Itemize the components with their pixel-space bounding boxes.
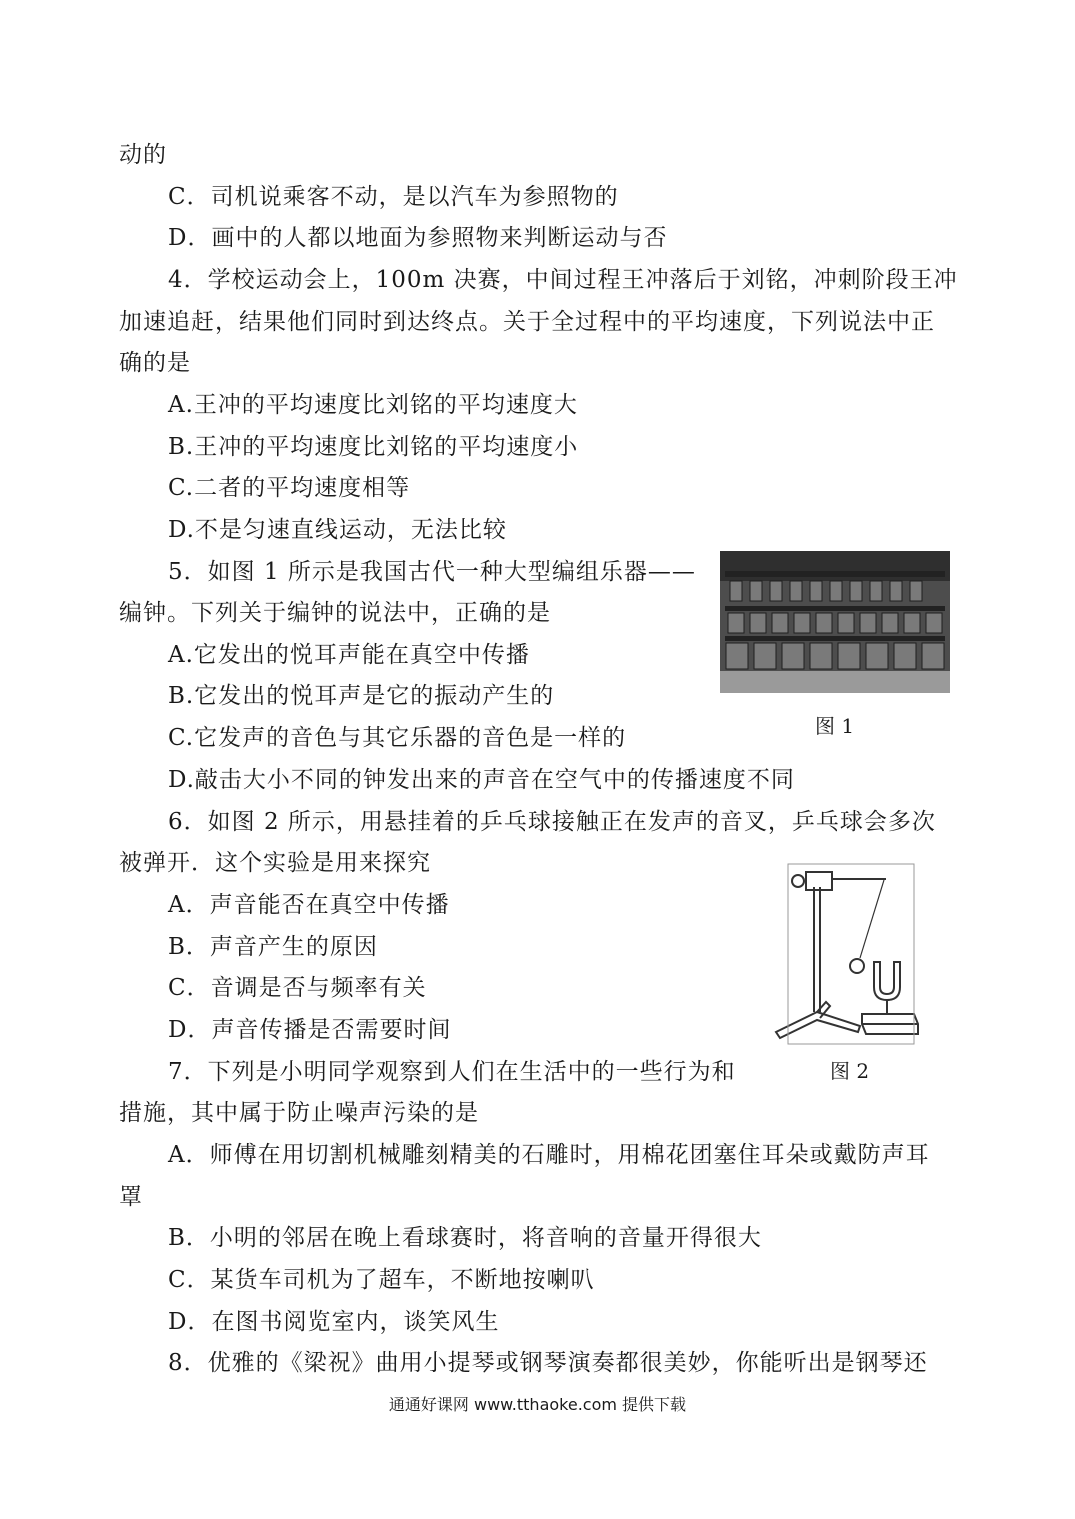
line-continuation: 动的	[119, 142, 167, 168]
figure-1-label: 图 1	[815, 714, 855, 738]
option-5d: D.敲击大小不同的钟发出来的声音在空气中的传播速度不同	[168, 767, 795, 793]
option-6b: B．声音产生的原因	[168, 934, 378, 960]
option-3d: D．画中的人都以地面为参照物来判断运动与否	[168, 225, 668, 251]
figure-2-label: 图 2	[830, 1059, 870, 1083]
option-4b: B.王冲的平均速度比刘铭的平均速度小	[168, 434, 579, 460]
question-7-line-1: 7．下列是小明同学观察到人们在生活中的一些行为和	[168, 1059, 736, 1085]
option-6c: C．音调是否与频率有关	[168, 975, 427, 1001]
question-4-line-3: 确的是	[119, 350, 191, 376]
option-7a-line-2: 罩	[119, 1184, 143, 1210]
question-4-line-2: 加速追赶，结果他们同时到达终点。关于全过程中的平均速度，下列说法中正	[119, 309, 935, 335]
option-5b: B.它发出的悦耳声是它的振动产生的	[168, 683, 555, 709]
option-6a: A．声音能否在真空中传播	[168, 892, 450, 918]
option-6d: D．声音传播是否需要时间	[168, 1017, 452, 1043]
question-4-line-1: 4．学校运动会上，100m 决赛，中间过程王冲落后于刘铭，冲刺阶段王冲	[168, 267, 958, 293]
question-6-line-2: 被弹开．这个实验是用来探究	[119, 850, 431, 876]
question-7-line-2: 措施，其中属于防止噪声污染的是	[119, 1100, 479, 1126]
question-8-line-1: 8．优雅的《梁祝》曲用小提琴或钢琴演奏都很美妙，你能听出是钢琴还	[168, 1350, 928, 1376]
question-6-line-1: 6．如图 2 所示，用悬挂着的乒乓球接触正在发声的音叉，乒乓球会多次	[168, 809, 936, 835]
figure-2-tuning-fork-apparatus	[768, 862, 928, 1047]
option-7c: C．某货车司机为了超车，不断地按喇叭	[168, 1267, 595, 1293]
figure-1-bianzhong-photo	[720, 551, 950, 693]
question-5-line-2: 编钟。下列关于编钟的说法中，正确的是	[119, 600, 551, 626]
option-7a-line-1: A．师傅在用切割机械雕刻精美的石雕时，用棉花团塞住耳朵或戴防声耳	[168, 1142, 930, 1168]
option-7d: D．在图书阅览室内，谈笑风生	[168, 1309, 500, 1335]
option-5a: A.它发出的悦耳声能在真空中传播	[168, 642, 530, 668]
option-5c: C.它发声的音色与其它乐器的音色是一样的	[168, 725, 627, 751]
question-5-line-1: 5．如图 1 所示是我国古代一种大型编组乐器——	[168, 559, 696, 585]
option-4d: D.不是匀速直线运动，无法比较	[168, 517, 507, 543]
option-4a: A.王冲的平均速度比刘铭的平均速度大	[168, 392, 578, 418]
page-footer: 通通好课网 www.tthaoke.com 提供下载	[388, 1395, 687, 1414]
option-4c: C.二者的平均速度相等	[168, 475, 411, 501]
option-7b: B．小明的邻居在晚上看球赛时，将音响的音量开得很大	[168, 1225, 762, 1251]
option-3c: C．司机说乘客不动，是以汽车为参照物的	[168, 184, 619, 210]
